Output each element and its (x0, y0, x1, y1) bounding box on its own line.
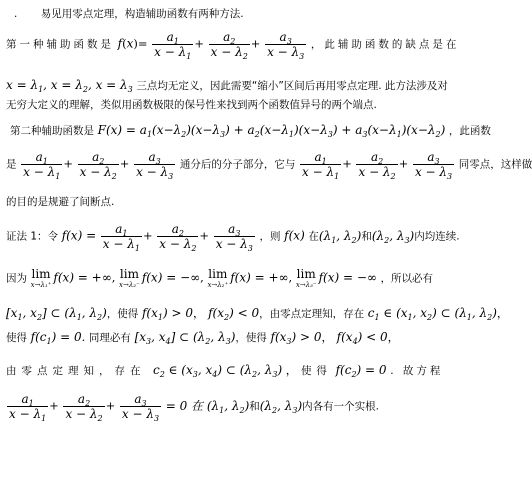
f-of-x: f(x) = −∞ (141, 270, 201, 285)
fraction-3 (214, 222, 255, 251)
fraction-2 (209, 30, 250, 59)
limit-4 (296, 268, 317, 289)
same-zero: 同零点，这样做 (458, 158, 532, 171)
numerator-note: 通分后的分子部分，它与 (179, 158, 296, 171)
continuity-c: 内均连续. (414, 230, 460, 243)
den: $x - \lambda_3$ (414, 165, 453, 181)
such-that: ，使得 (106, 308, 139, 320)
purpose-text: 的目的是规避了间断点. (6, 196, 115, 208)
infinity-line (6, 99, 494, 112)
method2-tail: ，此函数 (448, 125, 491, 137)
f-of-x: f(x) (284, 228, 305, 243)
continuity-and: 和 (361, 230, 372, 243)
num: $a_3$ (214, 222, 255, 237)
fc2-zero: $f(c_2) = 0$ (335, 363, 387, 379)
sign-1: $f(x_1) > 0$ (141, 306, 193, 322)
continuity-a: ，则 (259, 230, 281, 243)
method2-label: 第二种辅助函数是 (10, 125, 94, 137)
therefore: . 故方程 (390, 365, 444, 377)
method1-line: 第一种辅助函数是 f(x)= $\frac{a_1}{x - \lambda_1}$ + $\frac{a_2}{x - \lambda_2}$ + $\frac{a_3}{x - \lambda_3}$ ，此辅助函数的缺点是在 (6, 30, 460, 61)
lim-word: lim (296, 267, 316, 281)
var-x: x (126, 36, 134, 51)
similarly: 同理必有 (88, 332, 131, 344)
den: $x - \lambda_2$ (79, 165, 117, 181)
lim-sub: x→λ₃⁻ (295, 281, 317, 289)
c1-line: 使得 $f(c_1) = 0$. 同理必有 [$x_3$, $x_4$] ⊂ ($\lambda_2$, $\lambda_3$)，使得 $f(x_3) > 0$， $f(x_4) < 0$， (6, 330, 400, 346)
purpose-line (6, 196, 494, 209)
num: $a_2$ (78, 150, 119, 165)
proof-label: 证法 1：令 (6, 230, 59, 243)
sign-4: $f(x_4) < 0$ (336, 330, 388, 346)
fc1-zero: $f(c_1) = 0$ (30, 330, 82, 346)
method1-label: 第一种辅助函数是 (6, 38, 114, 51)
lim-word: lim (31, 267, 51, 281)
equals-zero-in: = 0 在 ($\lambda_1$, $\lambda_2$) (165, 398, 250, 415)
num: $a_2$ (157, 222, 198, 237)
fraction-1 (21, 150, 62, 179)
conclusion-line: $\frac{a_1}{x - \lambda_1}$ + $\frac{a_2}{x - \lambda_2}$ + $\frac{a_3}{x - \lambda_3}$ = 0 在 ($\lambda_1$, $\lambda_2$)和($\lambda_2$, $\lambda_3$)内各有一个实根. (9, 392, 379, 423)
intro-dot: . (14, 8, 41, 20)
limit-3 (207, 268, 228, 289)
num: $a_1$ (300, 150, 341, 165)
method2-line (10, 123, 494, 138)
num: $a_2$ (63, 392, 104, 407)
num: $a_3$ (134, 150, 175, 165)
den: $x - \lambda_3$ (136, 165, 174, 181)
den: $x - \lambda_3$ (121, 407, 160, 423)
f-of-x: f(x) = −∞ (318, 270, 377, 285)
den: $x - \lambda_2$ (159, 237, 197, 253)
num: $a_1$ (152, 30, 193, 45)
is-word: 是 (6, 158, 17, 171)
limits-tail: ，所以必有 (380, 272, 434, 285)
limits-line: 因为 lim x→λ₁⁺ f(x) = +∞, lim x→λ₂⁻ f(x) = −∞, lim x→λ₂⁺ f(x) = +∞, lim x→λ₃⁻ f(x) = −∞ ，所以必有 (6, 267, 434, 289)
root-c1: $c_1$ ∈ ($x_1$, $x_2$) ⊂ ($\lambda_1$, $\lambda_2$) (367, 306, 497, 322)
f-of-x: f (117, 36, 123, 51)
den: $x - \lambda_1$ (154, 45, 192, 61)
subinterval-line: [$x_1$, $x_2$] ⊂ ($\lambda_1$, $\lambda_2$)，使得 $f(x_1) > 0$， $f(x_2) < 0$，由零点定理知，存在 $c_1$ ∈ ($x_1$, $x_2$) ⊂ ($\lambda_1$, $\lambda_2$)， (6, 306, 509, 322)
fraction-1 (101, 222, 142, 251)
eq-prefix: 使得 (300, 365, 332, 377)
paren: )= (133, 36, 148, 51)
subinterval-2: [$x_3$, $x_4$] ⊂ ($\lambda_2$, $\lambda_3$) (134, 330, 236, 346)
fraction-2 (157, 222, 198, 251)
den: $x - \lambda_3$ (215, 237, 253, 253)
proof-line: 证法 1：令 f(x) = $\frac{a_1}{x - \lambda_1}$ + $\frac{a_2}{x - \lambda_2}$ + $\frac{a_3}{x - \lambda_3}$ ，则 f(x) 在($\lambda_1$, $\lambda_2$)和($\lambda_2$, $\lambda_3$)内均连续. (6, 222, 460, 253)
fraction-1 (300, 150, 341, 179)
method1-tail: ，此辅助函数的缺点是在 (310, 38, 460, 51)
den: $x - \lambda_1$ (302, 165, 340, 181)
den: $x - \lambda_3$ (267, 45, 305, 61)
lim-word: lim (119, 267, 139, 281)
fraction-3 (413, 150, 454, 179)
lim-sub: x→λ₂⁻ (119, 281, 140, 289)
den: $x - \lambda_2$ (65, 407, 103, 423)
intro-text: 易见用零点定理，构造辅助函数有两种方法. (40, 8, 244, 20)
root-c2: $c_2$ ∈ ($x_3$, $x_4$) ⊂ ($\lambda_2$, $\lambda_3$) (149, 363, 283, 379)
fraction-1 (152, 30, 193, 59)
fraction-2 (78, 150, 119, 179)
fraction-3 (134, 150, 175, 179)
undefined-note: 三点均无定义，因此需要“缩小”区间后再用零点定理. 此方法涉及对 (136, 80, 448, 92)
c2-line: 由零点定理知，存在 $c_2$ ∈ ($x_3$, $x_4$) ⊂ ($\lambda_2$, $\lambda_3$) ， 使得 $f(c_2) = 0$ . 故方程 (6, 363, 444, 379)
lim-word: lim (208, 267, 228, 281)
fraction-2 (63, 392, 104, 421)
undefined-line (6, 78, 494, 93)
num: $a_3$ (120, 392, 161, 407)
den: $x - \lambda_2$ (210, 45, 248, 61)
lambda-points: $x = \lambda_1$, $x = \lambda_2$, $x = \lambda_3$ (6, 78, 133, 94)
interval-12: ($\lambda_1$, $\lambda_2$) (318, 228, 362, 245)
fraction-3 (265, 30, 306, 59)
sign-2: $f(x_2) < 0$ (208, 306, 260, 322)
den: $x - \lambda_2$ (358, 165, 396, 181)
F-of-x: $F(x) = a_1(x-\lambda_2)(x-\lambda_3) + a_2(x-\lambda_1)(x-\lambda_3) + a_3(x-\lambda_1)(x-\lambda_2)$ (97, 123, 446, 139)
f-of-x: f(x) = +∞ (53, 270, 112, 285)
fraction-1 (7, 392, 48, 421)
paren: ( (122, 36, 127, 51)
den: $x - \lambda_1$ (9, 407, 47, 423)
zero-thm2: 由零点定理知，存在 (6, 365, 146, 377)
lim-sub: x→λ₂⁺ (207, 281, 229, 289)
num: $a_2$ (209, 30, 250, 45)
num: $a_1$ (21, 150, 62, 165)
limit-1 (31, 268, 52, 289)
intro-line (14, 8, 494, 21)
f-of-x: f(x) = +∞ (230, 270, 289, 285)
num: $a_3$ (413, 150, 454, 165)
limit-2 (119, 268, 140, 289)
continuity-and: 和 (249, 400, 260, 413)
num: $a_3$ (265, 30, 306, 45)
interval-23: ($\lambda_2$, $\lambda_3$) (371, 228, 415, 245)
num: $a_1$ (7, 392, 48, 407)
lim-sub: x→λ₁⁺ (30, 281, 52, 289)
each-root: 内各有一个实根. (302, 400, 379, 413)
f-of-x: f(x) = (61, 228, 97, 243)
such-that2: 使得 (6, 332, 27, 344)
den: $x - \lambda_1$ (23, 165, 61, 181)
num: $a_2$ (356, 150, 397, 165)
num: $a_1$ (101, 222, 142, 237)
continuity-b: 在 (308, 230, 319, 243)
infinity-note: 无穷大定义的理解，类似用函数极限的保号性来找到两个函数值异号的两个端点. (6, 99, 377, 111)
fraction-3 (120, 392, 161, 421)
den: $x - \lambda_1$ (102, 237, 140, 253)
such-that: ，使得 (235, 332, 267, 344)
because: 因为 (6, 272, 27, 285)
numerator-line: 是 $\frac{a_1}{x - \lambda_1}$ + $\frac{a_2}{x - \lambda_2}$ + $\frac{a_3}{x - \lambda_3}$ 通分后的分子部分，它与 $\frac{a_1}{x - \lambda_1}$ + $\frac{a_2}{x - \lambda_2}$ + $\frac{a_3}{x - \lambda_3}$ 同零点，这样做 (6, 150, 532, 181)
interval-23: ($\lambda_2$, $\lambda_3$) (259, 398, 303, 415)
sign-3: $f(x_3) > 0$ (270, 330, 322, 346)
zero-thm: ，由零点定理知，存在 (259, 308, 365, 320)
fraction-2 (356, 150, 397, 179)
subinterval-1: [$x_1$, $x_2$] ⊂ ($\lambda_1$, $\lambda_2$) (6, 306, 107, 322)
